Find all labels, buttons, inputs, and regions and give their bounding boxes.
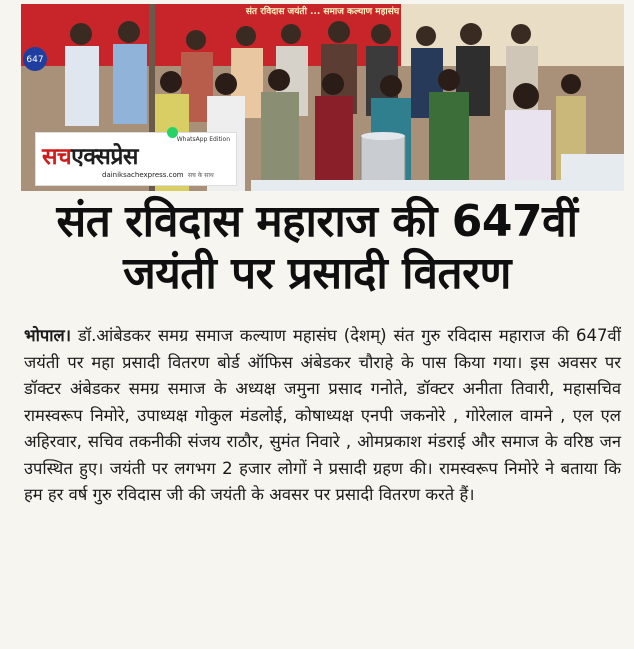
logo-name (42, 139, 138, 171)
logo-name-part2: एक्सप्रेस (71, 144, 138, 170)
logo-url: dainiksachexpress.com (102, 171, 184, 179)
article-text: डॉ.आंबेडकर समग्र समाज कल्याण महासंघ (देशम्) संत गुरु रविदास महाराज की 647वीं जयंती पर महा प्रसादी वितरण बोर्ड ऑफिस अंबेडकर चौराहे के पास किया गया। इस अवसर पर डॉक्टर अंबेडकर समग्र समाज के अध्यक्ष जमुना प्रसाद गनोते, डॉक्टर अनीता तिवारी, महासचिव रामस्वरूप निमोरे, उपाध्यक्ष गोकुल मंडलोई, कोषाध्यक्ष एनपी जकनोरे , गोरेलाल वामने , एल एल अहिरवार, सचिव तकनीकी संजय राठौर, सुमंत निवारे , ओमप्रकाश मंडराई और समाज के वरिष्ठ जन उपस्थित हुए। जयंती पर लगभग 2 हजार लोगों ने प्रसादी ग्रहण की। रामस्वरूप निमोरे ने बताया कि हम हर वर्ष गुरु रविदास जी की जयंती के अवसर पर प्रसादी वितरण करते हैं। (24, 326, 621, 504)
headline-line-1: संत रविदास महाराज की 647वीं (56, 196, 578, 247)
logo-tagline: सच के साथ (188, 172, 214, 179)
news-photo (21, 4, 624, 191)
dateline: भोपाल। (24, 326, 71, 345)
logo-edition: WhatsApp Edition (176, 136, 230, 143)
article-body (24, 323, 621, 509)
newspaper-logo (35, 132, 237, 186)
headline (10, 196, 624, 300)
badge-number: 647 (26, 55, 44, 65)
photo-banner-text: संत रविदास जयंती ... समाज कल्याण महासंघ (245, 7, 400, 17)
logo-name-part1: सच (42, 144, 72, 170)
headline-line-2: जयंती पर प्रसादी वितरण (123, 248, 511, 299)
